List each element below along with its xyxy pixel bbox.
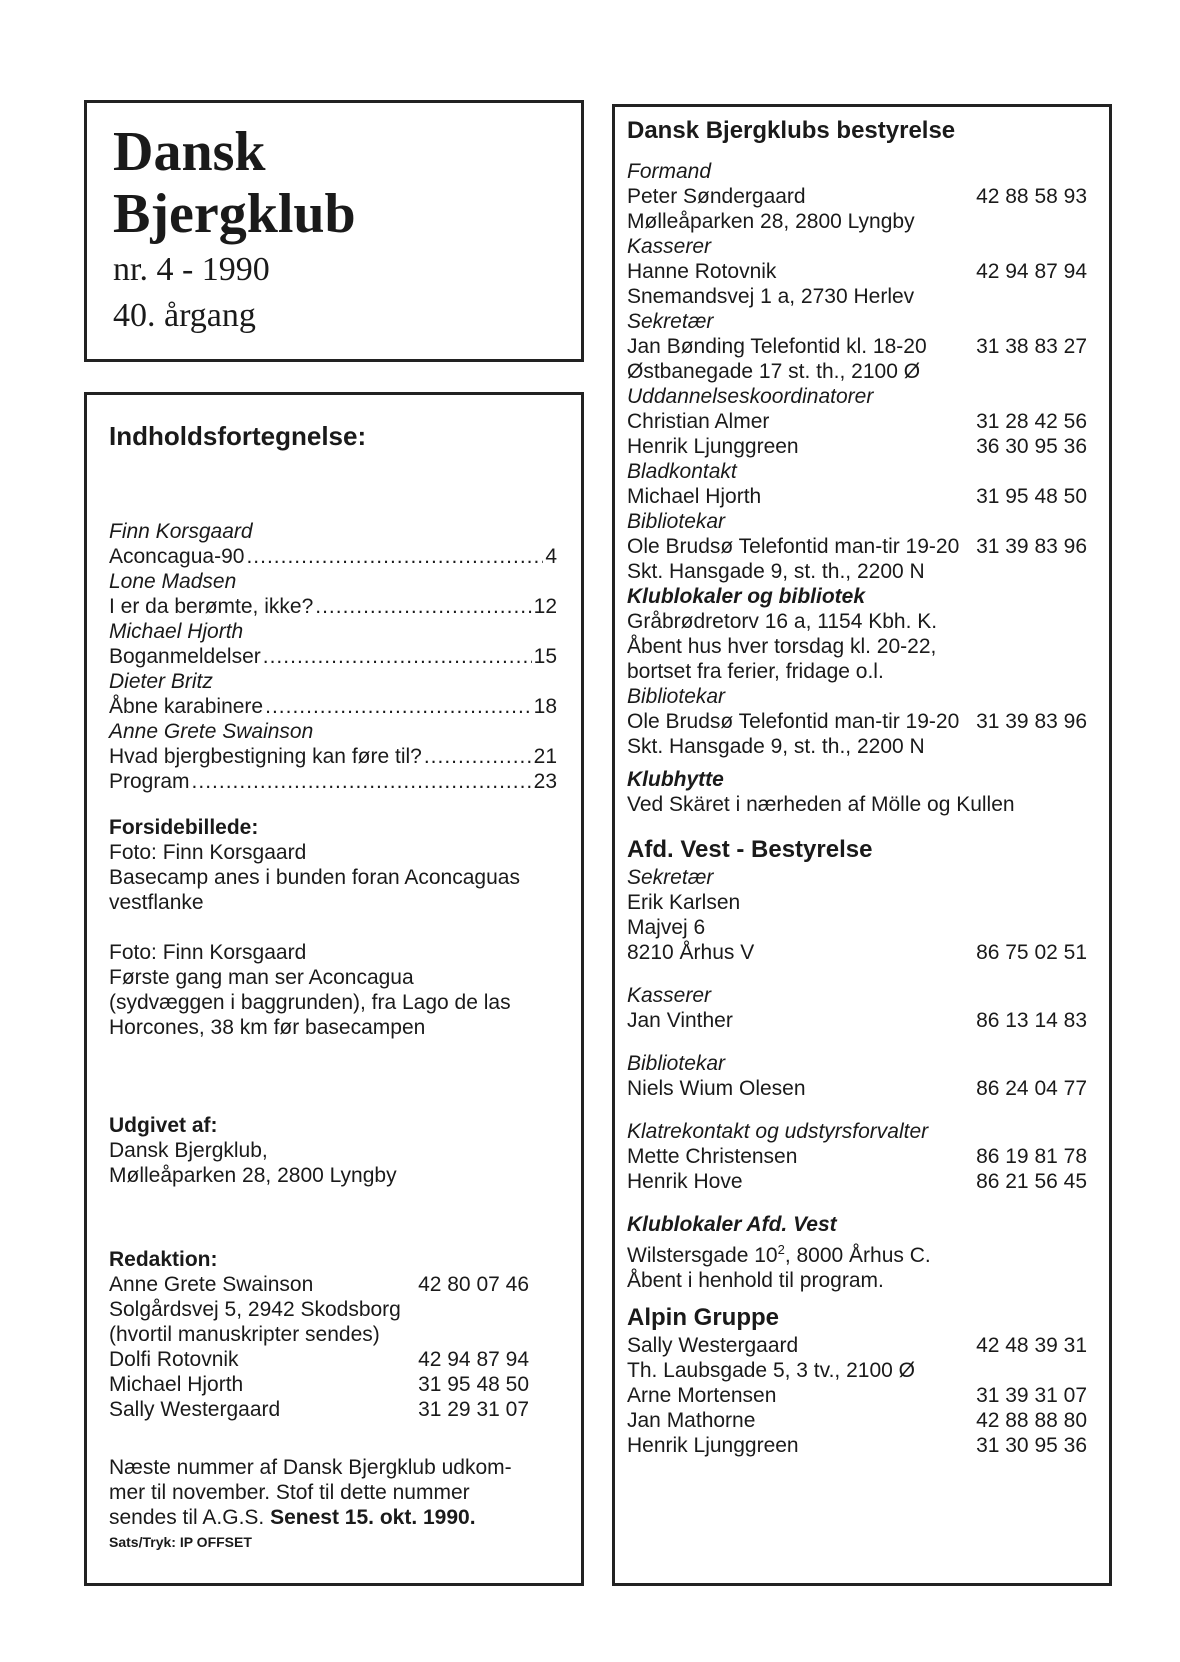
toc-leader [246,544,543,569]
board-text: Jan Bønding Telefontid kl. 18-20 [627,335,927,358]
board-phone: 31 39 83 96 [976,535,1087,558]
toc-author: Dieter Britz [109,670,213,693]
toc-leader [265,694,532,719]
west-text: Henrik Hove [627,1170,743,1193]
editorial-section [109,1247,529,1422]
west-line [627,1169,1087,1194]
editorial-name: Michael Hjorth [109,1373,244,1396]
west-group [627,865,1087,965]
board-text: Skt. Hansgade 9, st. th., 2200 N [627,735,925,758]
board-phone: 36 30 95 36 [976,435,1087,458]
alpine-line [627,1433,1087,1458]
west-line [627,890,1087,915]
west-role: Kasserer [627,984,712,1007]
west-line [627,1144,1087,1169]
toc-title: Aconcagua-90 [109,545,245,568]
board-text: Klublokaler og bibliotek [627,585,866,608]
publisher-name: Dansk Bjergklub, [109,1139,268,1162]
west-phone: 86 21 56 45 [976,1170,1087,1193]
west-text: Jan Vinther [627,1009,733,1032]
toc-leader [263,644,532,669]
board-line [627,559,1087,584]
toc-title: Hvad bjergbestigning kan føre til? [109,745,422,768]
west-premises-heading: Klublokaler Afd. Vest [627,1213,837,1236]
board-text: Kasserer [627,235,712,258]
next-issue-section [109,1455,571,1550]
board-box [612,104,1112,1586]
alpine-text: Jan Mathorne [627,1409,756,1432]
board-text: Peter Søndergaard [627,185,806,208]
board-line [627,209,1087,234]
west-premises-superscript: 2 [777,1242,785,1257]
west-group [627,1119,1087,1194]
toc-title: Boganmeldelser [109,645,261,668]
editorial-heading: Redaktion: [109,1248,218,1271]
editorial-row [109,1397,529,1422]
editorial-phone: 42 94 87 94 [418,1348,529,1371]
publisher-address: Mølleåparken 28, 2800 Lyngby [109,1164,397,1187]
board-line [627,609,1087,634]
publisher-section [109,1113,557,1188]
toc-entry [109,744,557,769]
west-premises-address: , 8000 Århus C. [784,1244,931,1267]
board-text: Østbanegade 17 st. th., 2100 Ø [627,360,921,383]
board-line [627,634,1087,659]
toc-heading: Indholdsfortegnelse: [109,421,367,451]
board-line [627,334,1087,359]
cabin-heading: Klubhytte [627,768,724,791]
alpine-section [627,1303,1087,1458]
editorial-phone: 42 80 07 46 [418,1273,529,1296]
toc-page-number: 23 [533,770,557,793]
toc-title: Program [109,770,190,793]
publisher-heading: Udgivet af: [109,1114,218,1137]
editorial-row [109,1272,529,1297]
alpine-text: Henrik Ljunggreen [627,1434,799,1457]
board-text: Gråbrødretorv 16 a, 1154 Kbh. K. [627,610,938,633]
board-role [627,684,1087,709]
west-section [627,835,1087,1293]
toc-entry [109,769,557,794]
board-text: Bibliotekar [627,510,726,533]
west-role: Bibliotekar [627,1052,726,1075]
editorial-name: (hvortil manuskripter sendes) [109,1323,380,1346]
board-line [627,409,1087,434]
toc-page-number: 12 [533,595,557,618]
alpine-text: Sally Westergaard [627,1334,799,1357]
board-text: Sekretær [627,310,714,333]
toc-leader [315,594,531,619]
volume-number: 40. årgang [113,297,256,334]
editorial-name: Sally Westergaard [109,1398,281,1421]
board-line [627,534,1087,559]
photo2-caption-line: Første gang man ser Aconcagua [109,966,414,989]
board-role [627,309,1087,334]
west-line [627,1076,1087,1101]
printer-credit: Sats/Tryk: IP OFFSET [109,1534,252,1550]
west-role: Klatrekontakt og udstyrsforvalter [627,1120,929,1143]
board-role [627,509,1087,534]
editorial-name: Anne Grete Swainson [109,1273,314,1296]
next-issue-line: sendes til A.G.S. [109,1506,271,1529]
toc-page-number: 4 [545,545,557,568]
west-line [627,1008,1087,1033]
west-heading: Afd. Vest - Bestyrelse [627,836,873,863]
west-group [627,1051,1087,1101]
toc-author: Finn Korsgaard [109,520,253,543]
editorial-row [109,1297,529,1322]
board-line [627,259,1087,284]
toc-author: Lone Madsen [109,570,237,593]
west-phone: 86 13 14 83 [976,1009,1087,1032]
toc-box [84,392,584,1586]
toc-author: Anne Grete Swainson [109,720,314,743]
board-heading: Dansk Bjergklubs bestyrelse [627,117,956,144]
cabin-section [627,767,1087,817]
board-line [627,734,1087,759]
board-text: Bibliotekar [627,685,726,708]
west-phone: 86 19 81 78 [976,1145,1087,1168]
photo2-caption-line: (sydvæggen i baggrunden), fra Lago de las [109,991,511,1014]
alpine-phone: 31 30 95 36 [976,1434,1087,1457]
board-text: Hanne Rotovnik [627,260,777,283]
board-line [627,659,1087,684]
board-text: Ole Brudsø Telefontid man-tir 19-20 [627,710,960,733]
board-text: Christian Almer [627,410,770,433]
board-text: bortset fra ferier, fridage o.l. [627,660,884,683]
alpine-text: Th. Laubsgade 5, 3 tv., 2100 Ø [627,1359,915,1382]
west-text: Mette Christensen [627,1145,798,1168]
editorial-phone: 31 95 48 50 [418,1373,529,1396]
toc-page-number: 15 [533,645,557,668]
next-issue-line: Næste nummer af Dansk Bjergklub udkom- [109,1456,512,1479]
alpine-phone: 31 39 31 07 [976,1384,1087,1407]
board-text: Uddannelseskoordinatorer [627,385,874,408]
board-role [627,584,1087,609]
photo1-caption-line: Basecamp anes i bunden foran Aconcaguas [109,866,520,889]
west-phone: 86 24 04 77 [976,1077,1087,1100]
west-phone: 86 75 02 51 [976,941,1087,964]
editorial-row [109,1372,529,1397]
alpine-heading: Alpin Gruppe [627,1304,779,1331]
cover-section [109,815,557,1040]
board-phone: 31 38 83 27 [976,335,1087,358]
toc-leader [424,744,532,769]
toc-leader [192,769,532,794]
magazine-title-line2: Bjergklub [113,183,356,245]
board-role [627,159,1087,184]
toc-author: Michael Hjorth [109,620,244,643]
board-text: Michael Hjorth [627,485,762,508]
board-text: Åbent hus hver torsdag kl. 20-22, [627,635,937,658]
board-phone: 42 88 58 93 [976,185,1087,208]
west-premises-address: Wilstersgade 10 [627,1244,778,1267]
magazine-title-line1: Dansk [113,121,266,183]
editorial-row [109,1347,529,1372]
toc-page-number: 18 [533,695,557,718]
photo2-credit: Foto: Finn Korsgaard [109,941,307,964]
editorial-row [109,1322,529,1347]
board-text: Ole Brudsø Telefontid man-tir 19-20 [627,535,960,558]
board-phone: 31 39 83 96 [976,710,1087,733]
alpine-line [627,1358,1087,1383]
board-line [627,184,1087,209]
toc-page-number: 21 [533,745,557,768]
board-text: Henrik Ljunggreen [627,435,799,458]
board-list [627,159,1087,759]
west-premises-hours: Åbent i henhold til program. [627,1269,884,1292]
west-group [627,983,1087,1033]
cabin-text: Ved Skäret i nærheden af Mölle og Kullen [627,793,1015,816]
board-text: Snemandsvej 1 a, 2730 Herlev [627,285,915,308]
deadline: Senest 15. okt. 1990. [270,1506,476,1529]
board-text: Formand [627,160,712,183]
toc-title: Åbne karabinere [109,695,264,718]
alpine-line [627,1383,1087,1408]
west-line [627,940,1087,965]
issue-number: nr. 4 - 1990 [113,251,270,288]
toc-list [109,519,557,794]
toc-entry [109,644,557,669]
board-role [627,384,1087,409]
alpine-phone: 42 48 39 31 [976,1334,1087,1357]
board-role [627,234,1087,259]
editorial-name: Solgårdsvej 5, 2942 Skodsborg [109,1298,401,1321]
toc-entry [109,544,557,569]
board-line [627,484,1087,509]
photo1-caption-line: vestflanke [109,891,204,914]
west-text: Niels Wium Olesen [627,1077,806,1100]
board-line [627,434,1087,459]
cover-heading: Forsidebillede: [109,816,259,839]
title-box [84,100,584,362]
editorial-phone: 31 29 31 07 [418,1398,529,1421]
alpine-text: Arne Mortensen [627,1384,777,1407]
board-role [627,459,1087,484]
board-text: Bladkontakt [627,460,737,483]
board-line [627,709,1087,734]
toc-title: I er da berømte, ikke? [109,595,314,618]
west-text: Erik Karlsen [627,891,741,914]
board-line [627,284,1087,309]
west-text: 8210 Århus V [627,941,755,964]
toc-entry [109,594,557,619]
toc-entry [109,694,557,719]
board-phone: 42 94 87 94 [976,260,1087,283]
alpine-line [627,1333,1087,1358]
west-line [627,915,1087,940]
photo1-credit: Foto: Finn Korsgaard [109,841,307,864]
board-text: Mølleåparken 28, 2800 Lyngby [627,210,915,233]
board-line [627,359,1087,384]
editorial-name: Dolfi Rotovnik [109,1348,239,1371]
board-text: Skt. Hansgade 9, st. th., 2200 N [627,560,925,583]
alpine-line [627,1408,1087,1433]
west-role: Sekretær [627,866,714,889]
photo2-caption-line: Horcones, 38 km før basecampen [109,1016,426,1039]
alpine-phone: 42 88 88 80 [976,1409,1087,1432]
west-text: Majvej 6 [627,916,706,939]
board-phone: 31 28 42 56 [976,410,1087,433]
board-phone: 31 95 48 50 [976,485,1087,508]
next-issue-line: mer til november. Stof til dette nummer [109,1481,470,1504]
